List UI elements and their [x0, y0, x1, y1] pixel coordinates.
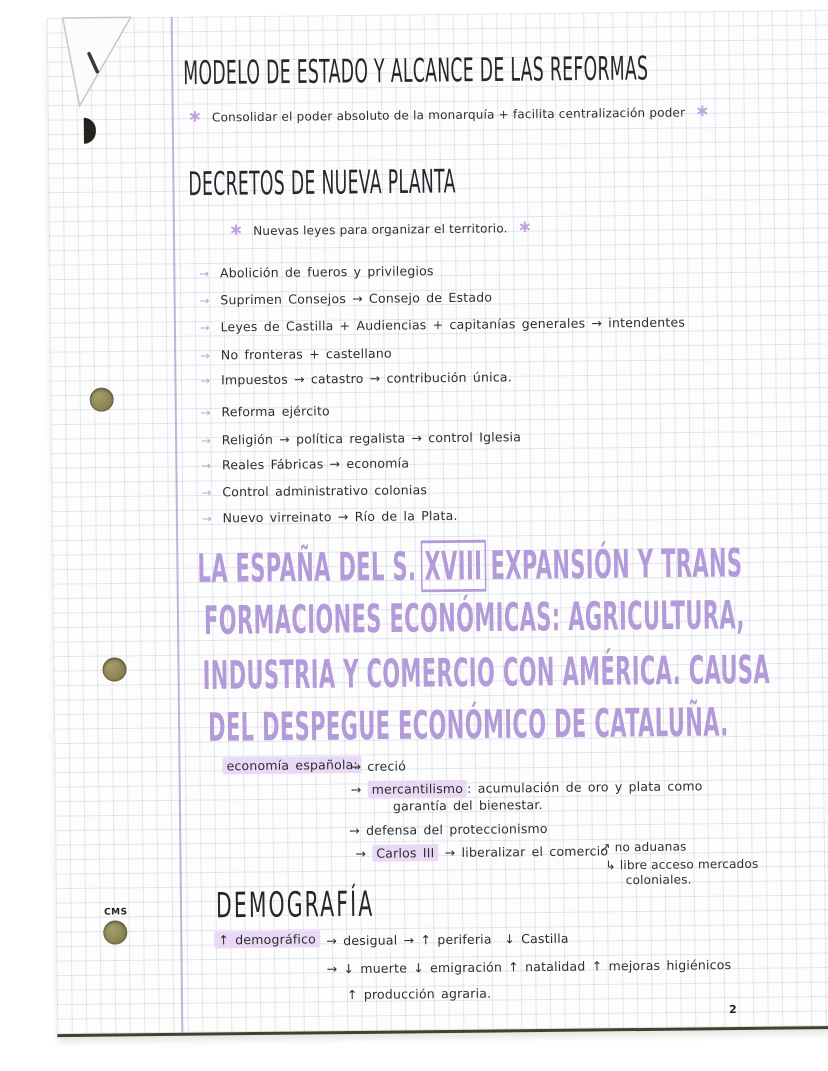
folded-corner: [55, 11, 146, 116]
arrow-icon: →: [200, 348, 210, 363]
arrow-icon: →: [201, 433, 211, 448]
decretos-note-line: [229, 219, 532, 239]
economia-side-note: ↳ libre acceso mercados: [605, 856, 759, 873]
bullet-row: [202, 508, 458, 526]
demografia-row2: → ↓ muerte ↓ emigración ↑ natalidad ↑ mejoras higiénicos: [326, 957, 732, 977]
bullet-row: [200, 290, 493, 308]
bullet-row: [201, 429, 521, 447]
bullet-row: [201, 403, 330, 419]
bullet-text: Religión → política regalista → control Iglesia: [221, 429, 522, 448]
star-icon: ∗: [228, 220, 244, 241]
section-title-decretos: [188, 162, 514, 203]
page-number: 2: [729, 1003, 737, 1017]
arrow-icon: →: [199, 320, 210, 335]
bullet-row: [200, 315, 685, 335]
decretos-note: Nuevas leyes para organizar el territorio.: [253, 220, 508, 238]
arrow-icon: →: [201, 458, 212, 473]
margin-line: [171, 17, 184, 1033]
arrow-icon: →: [199, 266, 210, 281]
big-title-line-3: INDUSTRIA Y COMERCIO CON AMÉRICA. CAUSA: [202, 646, 771, 699]
demografia-row3: ↑ producción agraria.: [346, 985, 492, 1003]
arrow-icon: →: [350, 781, 362, 798]
bullet-text: Impuestos → catastro → contribución única.: [221, 369, 512, 388]
notebook-page: [47, 10, 828, 1037]
margin-note: CMS: [104, 907, 128, 918]
big-title-line-2: FORMACIONES ECONÓMICAS: AGRICULTURA,: [203, 591, 745, 644]
economia-item-mercantilismo: → mercantilismo : acumulación de oro y plata como: [350, 778, 703, 798]
arrow-icon: →: [200, 405, 211, 420]
bullet-text: No fronteras + castellano: [220, 345, 392, 363]
economia-item-crecio: → creció: [350, 758, 407, 775]
arrow-icon: →: [201, 511, 212, 526]
modelo-note: Consolidar el poder absoluto de la monarquía + facilita centralización poder: [211, 104, 686, 124]
section-title-demografia: DEMOGRAFÍA: [215, 883, 375, 927]
arrow-icon: →: [201, 485, 212, 500]
bullet-text: Control administrativo colonias: [222, 482, 428, 500]
hole-punch-partial: [84, 118, 96, 144]
bullet-row: [201, 455, 409, 472]
economia-side-note: coloniales.: [625, 872, 692, 888]
big-title-line-4: DEL DESPEGUE ECONÓMICO DE CATALUÑA.: [207, 699, 729, 751]
star-icon: ∗: [517, 217, 532, 238]
bullet-text: Leyes de Castilla + Audiencias + capitanías generales → intendentes: [220, 314, 686, 335]
arrow-icon: →: [355, 845, 367, 861]
big-title-line1-pre: LA ESPAÑA DEL S.: [197, 543, 417, 592]
bullet-row: [200, 369, 512, 387]
mercantilismo-highlight: mercantilismo: [368, 780, 468, 798]
economia-side-note: ↗ no aduanas: [600, 839, 687, 855]
economia-item-carlos: → Carlos III → liberalizar el comercio: [355, 843, 609, 861]
section-title-decretos-text: DECRETOS DE NUEVA PLANTA: [188, 162, 456, 203]
demografia-row1a: → desigual → ↑ periferia: [326, 931, 492, 949]
bullet-text: Nuevo virreinato → Río de la Plata.: [222, 507, 458, 526]
star-icon: ∗: [187, 106, 203, 127]
hole-punch: [102, 657, 126, 681]
star-icon: ∗: [695, 101, 710, 122]
demografia-row1b: ↓ Castilla: [504, 930, 569, 947]
hole-punch: [90, 387, 114, 411]
arrow-icon: →: [200, 373, 211, 388]
section-title-modelo-text: MODELO DE ESTADO Y ALCANCE DE LAS REFORMAS: [183, 49, 649, 92]
bullet-row: [199, 263, 433, 280]
big-title-line1-post: EXPANSIÓN Y TRANS: [490, 539, 743, 589]
bullet-text: Reforma ejército: [221, 403, 330, 420]
bullet-text: Suprimen Consejos → Consejo de Estado: [220, 289, 493, 308]
big-title-boxed-century: XVIII: [421, 540, 487, 592]
hole-punch: [103, 920, 127, 944]
modelo-note-line: [188, 103, 710, 125]
economia-item-mercantilismo-cont: garantía del bienestar.: [392, 797, 543, 814]
economia-item-proteccionismo: → defensa del proteccionismo: [349, 820, 548, 839]
bullet-row: [202, 482, 428, 499]
demografia-term: ↑ demográfico: [214, 931, 320, 947]
section-title-modelo: [183, 49, 750, 92]
economia-label: economía española:: [222, 757, 362, 773]
big-title-line-1: [197, 538, 828, 592]
bullet-text: Reales Fábricas → economía: [221, 455, 410, 473]
carlos-iii-highlight: Carlos III: [372, 844, 438, 862]
bullet-row: [200, 346, 392, 363]
arrow-icon: →: [199, 293, 210, 308]
bullet-text: Abolición de fueros y privilegios: [219, 263, 434, 281]
